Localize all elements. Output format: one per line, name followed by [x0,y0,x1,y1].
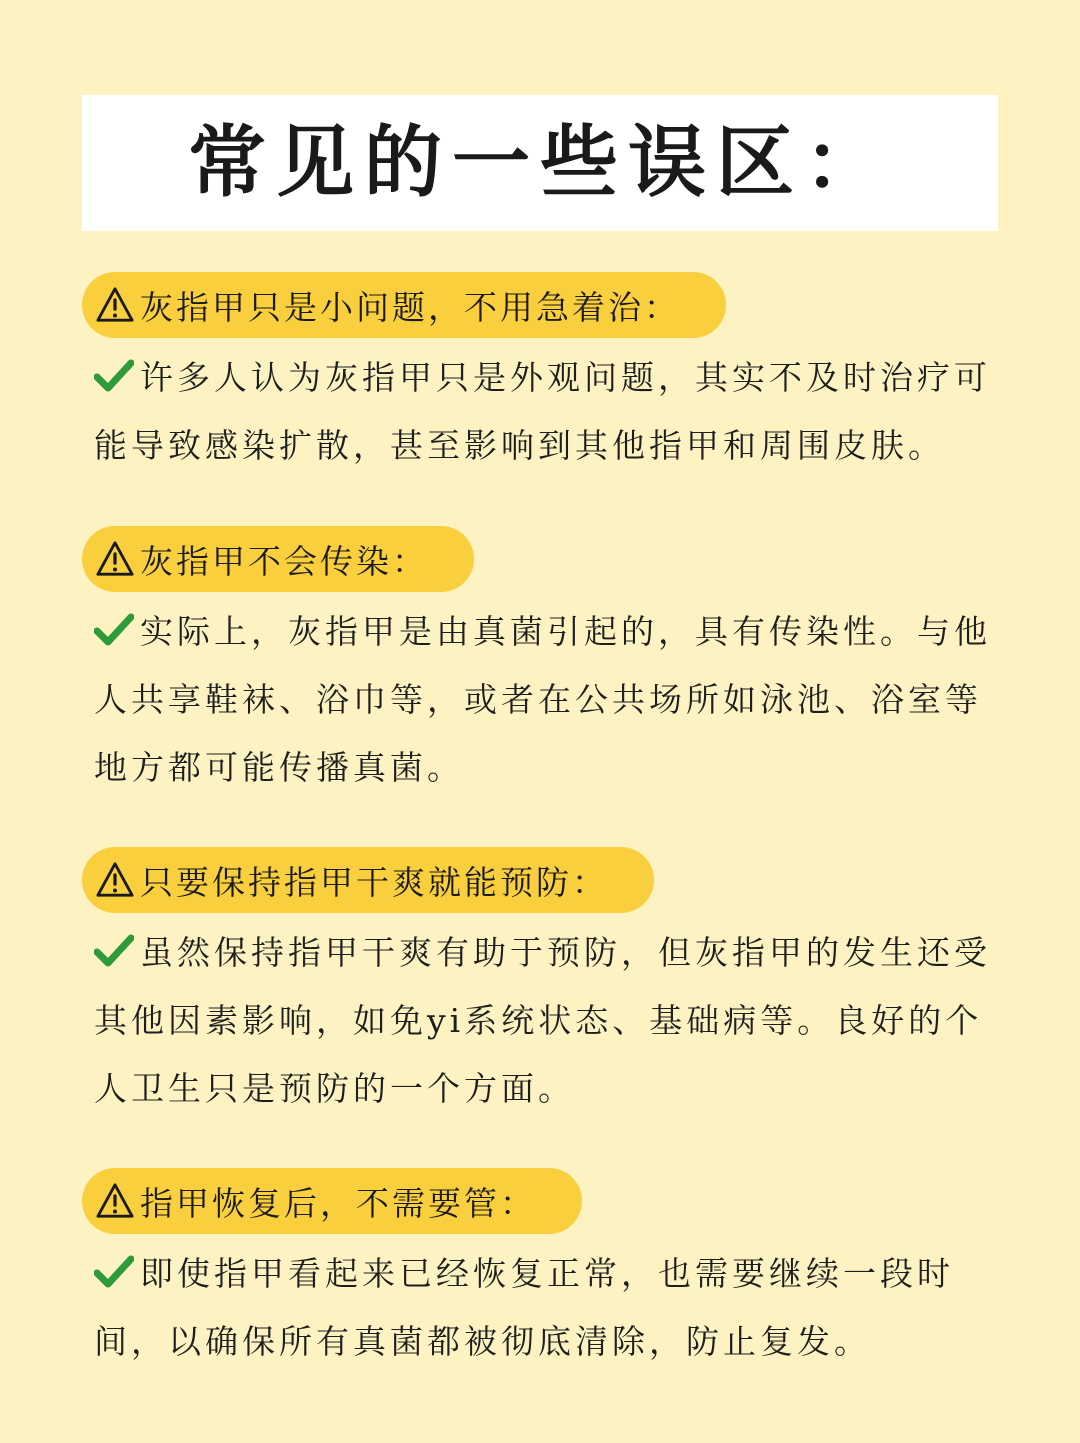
section-body [82,1240,998,1376]
section-body [82,598,998,802]
section-heading-pill [82,272,726,338]
check-icon [94,613,134,647]
warning-icon [96,861,134,899]
section-body-text: 许多人认为灰指甲只是外观问题，其实不及时治疗可能导致感染扩散，甚至影响到其他指甲和周围皮肤。 [94,358,991,465]
section-body-text: 即使指甲看起来已经恢复正常，也需要继续一段时间，以确保所有真菌都被彻底清除，防止复发。 [94,1254,954,1361]
section-body [82,919,998,1123]
warning-icon [96,1182,134,1220]
check-icon [94,934,134,968]
section-1 [82,272,998,480]
section-body-text: 实际上，灰指甲是由真菌引起的，具有传染性。与他人共享鞋袜、浴巾等，或者在公共场所如泳池、浴室等地方都可能传播真菌。 [94,612,991,787]
section-4 [82,1168,998,1376]
section-3 [82,847,998,1123]
section-body-text: 虽然保持指甲干爽有助于预防，但灰指甲的发生还受其他因素影响，如免yi系统状态、基础病等。良好的个人卫生只是预防的一个方面。 [94,933,991,1108]
warning-icon [96,286,134,324]
check-icon [94,359,134,393]
section-heading-pill [82,526,474,592]
page-title: 常见的一些误区： [187,117,892,208]
warning-icon [96,540,134,578]
title-card [82,95,998,231]
section-heading: 灰指甲只是小问题，不用急着治： [140,287,680,327]
section-heading-pill [82,1168,582,1234]
section-2 [82,526,998,802]
section-heading: 指甲恢复后，不需要管： [140,1183,536,1223]
section-body [82,344,998,480]
section-heading: 只要保持指甲干爽就能预防： [140,862,608,902]
section-heading: 灰指甲不会传染： [140,541,428,581]
section-heading-pill [82,847,654,913]
check-icon [94,1255,134,1289]
